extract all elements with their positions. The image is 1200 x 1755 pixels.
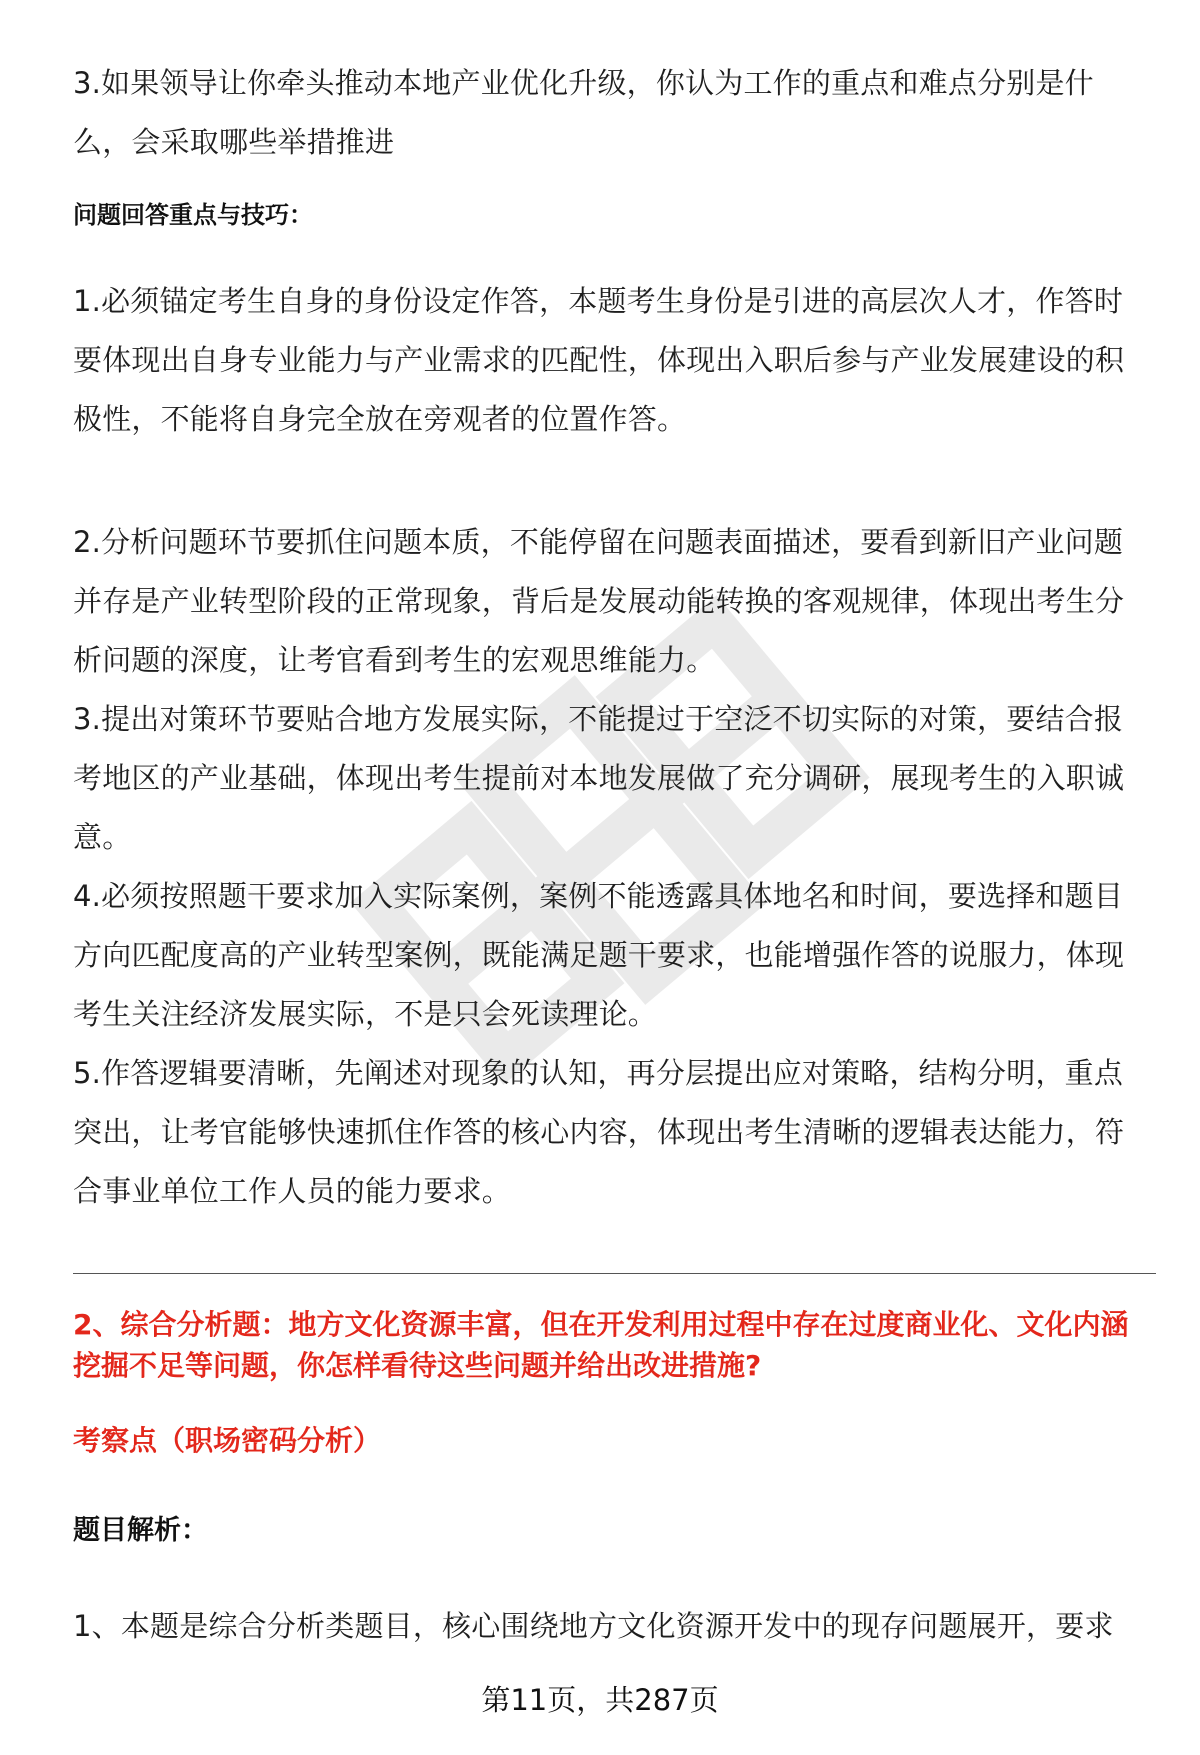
page-number: 第11页，共287页 bbox=[481, 1683, 719, 1717]
tips-heading: 问题回答重点与技巧： bbox=[73, 201, 313, 229]
tip-item-3: 3.提出对策环节要贴合地方发展实际，不能提过于空泛不切实际的对策，要结合报考地区的产业基础，体现出考生提前对本地发展做了充分调研，展现考生的入职诚意。 bbox=[73, 702, 1125, 854]
question-3-text: 3.如果领导让你牵头推动本地产业优化升级，你认为工作的重点和难点分别是什么，会采取哪些举措推进 bbox=[73, 66, 1094, 159]
section-divider bbox=[73, 1273, 1156, 1274]
section-2-title: 2、综合分析题：地方文化资源丰富，但在开发利用过程中存在过度商业化、文化内涵挖掘不足等问题，你怎样看待这些问题并给出改进措施? bbox=[73, 1308, 1129, 1382]
analysis-paragraph-1: 1、本题是综合分析类题目，核心围绕地方文化资源开发中的现存问题展开，要求 bbox=[73, 1609, 1114, 1643]
tip-item-4: 4.必须按照题干要求加入实际案例，案例不能透露具体地名和时间，要选择和题目方向匹配度高的产业转型案例，既能满足题干要求，也能增强作答的说服力，体现考生关注经济发展实际，不是只会死读理论。 bbox=[73, 879, 1125, 1031]
tip-item-2: 2.分析问题环节要抓住问题本质，不能停留在问题表面描述，要看到新旧产业问题并存是产业转型阶段的正常现象，背后是发展动能转换的客观规律，体现出考生分析问题的深度，让考官看到考生的宏观思维能力。 bbox=[73, 525, 1125, 677]
tip-item-5: 5.作答逻辑要清晰，先阐述对现象的认知，再分层提出应对策略，结构分明，重点突出，让考官能够快速抓住作答的核心内容，体现出考生清晰的逻辑表达能力，符合事业单位工作人员的能力要求。 bbox=[73, 1056, 1125, 1208]
tip-item-1: 1.必须锚定考生自身的身份设定作答，本题考生身份是引进的高层次人才，作答时要体现出自身专业能力与产业需求的匹配性，体现出入职后参与产业发展建设的积极性，不能将自身完全放在旁观者的位置作答。 bbox=[73, 284, 1125, 436]
focus-label: 考察点（职场密码分析） bbox=[73, 1424, 382, 1457]
analysis-heading: 题目解析： bbox=[73, 1515, 208, 1546]
